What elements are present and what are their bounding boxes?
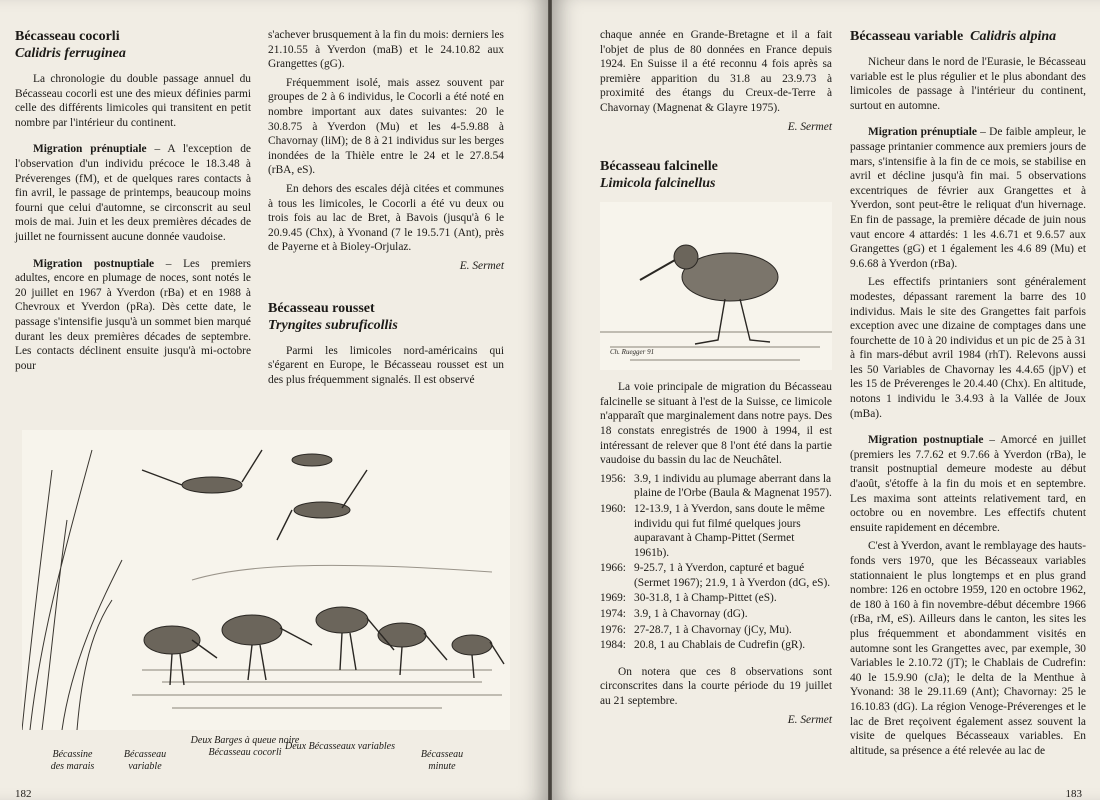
variable-spring-text: – De faible ampleur, le passage printanier commence aux premiers jours de mars, s'intensifie à la fin de ce mois, se stabilise en avril et décline jusqu'à fin mai. 5 observations excentriques de février aux Grangettes et à Yverdon, sont peut-être le reliquat d'un hivernage. En fin de passage, la première décade de juin nous vaut encore 4 attardés: 1 les 4.6.71 et 9.6.57 aux Grangettes (gG) et 1 également les 4.6 89 (Mu) et 9.6.68 à Yverdon (rBa). (850, 126, 1086, 270)
variable-spring (850, 125, 1086, 271)
cocorli-spring-head: Migration prénuptiale (33, 143, 147, 156)
falcinelle-record (600, 591, 832, 606)
falcinelle-title-fr: Bécasseau falcinelle (600, 159, 718, 175)
record-year: 1974: (600, 608, 626, 621)
variable-spring-p2: Les effectifs printaniers sont généralement modestes, dépassant rarement la barre des 10 individus. Mais le site des Grangettes fait parfois exception avec une dizaine de comptages dans une fourchette de 10 à 20 individus et un pic de 25 à 31 à fin mars-début avril 1984 (rhT). Relevons aussi les 50 Variables de Chavornay les 4.4.65 (jpV) et les 15 de Préverenges le 20.4.40 (Chx). En altitude, notons 1 individu le 3.4.93 à la Vallée de Joux (mBa). (850, 276, 1086, 420)
rousset-signature: E. Sermet (787, 120, 832, 133)
record-text: 3.9, 1 individu au plumage aberrant dans la plaine de l'Orbe (Baula & Magnenat 1957). (634, 472, 832, 500)
left-page (0, 0, 548, 800)
record-text: 20.8, 1 au Chablais de Cudrefin (gR). (634, 639, 806, 652)
record-year: 1976: (600, 623, 626, 636)
falcinelle-record (600, 561, 832, 590)
record-year: 1969: (600, 592, 626, 605)
variable-autumn-head: Migration postnuptiale (868, 434, 984, 447)
cocorli-col2-p2: Fréquemment isolé, mais assez souvent par groupes de 2 à 6 individus, le Cocorli a été noté en nombre important aux dates suivantes: 20 le 30.8.75 à Yverdon (Mu) et les 4-5.9.88 à Chavornay (liM); de 8 à 21 individus sur les berges inondées de la Thièle entre le 24 et le 27.8.54 (rBA, eS). (268, 76, 504, 177)
record-year: 1960: (600, 502, 626, 515)
falcinelle-illustration (600, 202, 832, 370)
rousset-title-la: Tryngites subruficollis (268, 317, 398, 333)
falcinelle-record (600, 502, 832, 560)
variable-intro: Nicheur dans le nord de l'Eurasie, le Bécasseau variable est le plus régulier et le plus abondant des limicoles de passage à l'intérieur du continent, surtout en automne. (850, 56, 1086, 112)
cocorli-autumn (15, 257, 251, 374)
record-year: 1984: (600, 639, 626, 652)
falcinelle-outro: On notera que ces 8 observations sont circonscrites dans la courte période du 19 juillet au 21 septembre. (600, 665, 832, 708)
rousset-text: Parmi les limicoles nord-américains qui s'égarent en Europe, le Bécasseau rousset est un des plus fréquemment signalés. Il est observé (268, 344, 504, 386)
record-text: 9-25.7, 1 à Yverdon, capturé et bagué (Sermet 1967); 21.9, 1 à Yverdon (dG, eS). (634, 562, 831, 589)
cocorli-title-fr: Bécasseau cocorli (15, 29, 120, 44)
page-number-right: 183 (1065, 788, 1082, 800)
variable-autumn (850, 433, 1086, 535)
record-text: 12-13.9, 1 à Yverdon, sans doute le même individu qui fut filmé quelques jours auparavant à Champ-Pittet (Sermet 1961b). (634, 502, 825, 559)
cocorli-intro: La chronologie du double passage annuel du Bécasseau cocorli est une des mieux définies parmi celle des différents limicoles qui transitent en petit nombre par l'intérieur du continent. (15, 73, 251, 129)
left-column-2 (268, 28, 504, 391)
caption-minute: Bécasseau minute (420, 749, 464, 772)
cocorli-title-la: Calidris ferruginea (15, 46, 126, 61)
falcinelle-drawing (600, 202, 832, 370)
cocorli-autumn-text: – Les premiers adultes, encore en plumage de noces, sont notés le 20 juillet en 1967 à Yverdon (rBa) et en 1988 à Chevroux et Yverdon (pRa). Dès cette date, le passage s'intensifie jusqu'à un sommet bien marqué durant les deux premières décades de septembre. Les contacts déclinent ensuite jusqu'à mi-octobre pour (15, 257, 251, 372)
falcinelle-intro: La voie principale de migration du Bécasseau falcinelle se situant à l'est de la Suisse, ce limicole n'apparaît que marginalement dans notre pays. Des 18 constats enregistrés de 1900 à 1994, il est intéressant de relever que 8 l'ont été dans la partie vaudoise du bassin du lac de Neuchâtel. (600, 381, 832, 467)
variable-title-fr: Bécasseau variable (850, 29, 964, 44)
variable-autumn-p2: C'est à Yverdon, avant le remblayage des hauts-fonds vers 1970, que les Bécasseaux variables stationnaient le plus longtemps et en plus grand nombre: 126 en octobre 1959, 120 en octobre 1962, de 180 à 160 à fin novembre-début décembre 1966 (rBa, rM, eS). Ailleurs dans le canton, les sites les plus fréquemment et abondamment visités en automne sont les Grangettes avec, par exemple, 30 Variables le 2.10.72 (jT); le Chablais de Cudrefin: 40 le 15.9.90 (cJa); le delta de la Menthue à Yvonand: 38 le 29.11.69 (Ant); Chavornay: 25 le 16.10.83 (dG). La région Venoge-Préverenges et le lac de Bret reçoivent également assez souvent la visite de quelques Bécasseaux variables. En altitude, sa présence a été relevée au lac de (850, 540, 1086, 757)
falcinelle-artist-signature: Ch. Ruegger 91 (610, 348, 655, 357)
falcinelle-records (600, 472, 832, 653)
record-text: 27-28.7, 1 à Chavornay (jCy, Mu). (634, 623, 792, 636)
falcinelle-record (600, 623, 832, 638)
cocorli-spring-text: – A l'exception de l'observation d'un individu précoce le 18.3.48 à Préverenges (fM), et de quelques rares contacts à fin avril, le passage de printemps, beaucoup moins fourni que celui d'automne, se circonscrit au seul mois de mai. Juin et les deux premières décades de juillet ne fournissent aucune donnée vaudoise. (15, 143, 251, 243)
falcinelle-record (600, 607, 832, 622)
cocorli-col2-p1: s'achever brusquement à la fin du mois: derniers les 21.10.55 à Yverdon (maB) et le 24.10.82 aux Grangettes (gG). (268, 29, 504, 71)
caption-barges-cocorli: Deux Barges à queue noire Bécasseau cocorli (190, 735, 300, 758)
variable-title (850, 28, 1086, 45)
caption-deux-variables: Deux Bécasseaux variables (285, 741, 395, 752)
caption-becassine: Bécassine des marais (50, 749, 95, 772)
caption-variable: Bécasseau variable (123, 749, 167, 772)
left-column-1 (15, 28, 251, 377)
record-text: 30-31.8, 1 à Champ-Pittet (eS). (634, 592, 777, 605)
record-year: 1956: (600, 472, 626, 485)
cocorli-autumn-head: Migration postnuptiale (33, 257, 155, 270)
variable-spring-head: Migration prénuptiale (868, 126, 977, 139)
falcinelle-record (600, 472, 832, 501)
page-number-left: 182 (15, 788, 32, 800)
wader-illustration (22, 430, 510, 730)
rousset-title-fr: Bécasseau rousset (268, 300, 375, 316)
falcinelle-record (600, 638, 832, 653)
cocorli-col2-p3: En dehors des escales déjà citées et communes à tous les limicoles, le Cocorli a été vu deux ou trois fois au lac de Bret, à Bavois (jusqu'à 6 le 20.9.45 (Chx), à Yvonand (7 le 19.5.71 (Ant), près de Payerne et à Bioley-Orjulaz. (268, 182, 504, 254)
variable-title-la: Calidris alpina (970, 29, 1057, 44)
right-column-2 (850, 28, 1086, 762)
record-text: 3.9, 1 à Chavornay (dG). (634, 608, 748, 621)
wader-drawing (22, 430, 510, 730)
cocorli-signature: E. Sermet (459, 259, 504, 272)
falcinelle-title-la: Limicola falcinellus (600, 176, 716, 192)
rousset-continued: chaque année en Grande-Bretagne et il a fait l'objet de plus de 80 données en France depuis 1924. En Suisse il a été reconnu 4 fois après sa première apparition du 31.8 au 23.9.73 à proximité des étangs du Creux-de-Terre à Chavornay (Magnenat & Glayre 1975). (600, 29, 832, 114)
record-year: 1966: (600, 562, 626, 575)
right-column-1 (600, 28, 832, 731)
falcinelle-signature: E. Sermet (787, 713, 832, 726)
right-page (552, 0, 1100, 800)
variable-autumn-text: – Amorcé en juillet (premiers les 7.7.62 et 9.7.66 à Yverdon (rBa), le transit postnuptial demeure modeste au début d'août, s'étoffe à la fin du mois et en septembre. Les maxima sont atteints relativement tard, en octobre ou en novembre. Les effectifs chutent ensuite rapidement en décembre. (850, 434, 1086, 534)
cocorli-spring (15, 142, 251, 244)
